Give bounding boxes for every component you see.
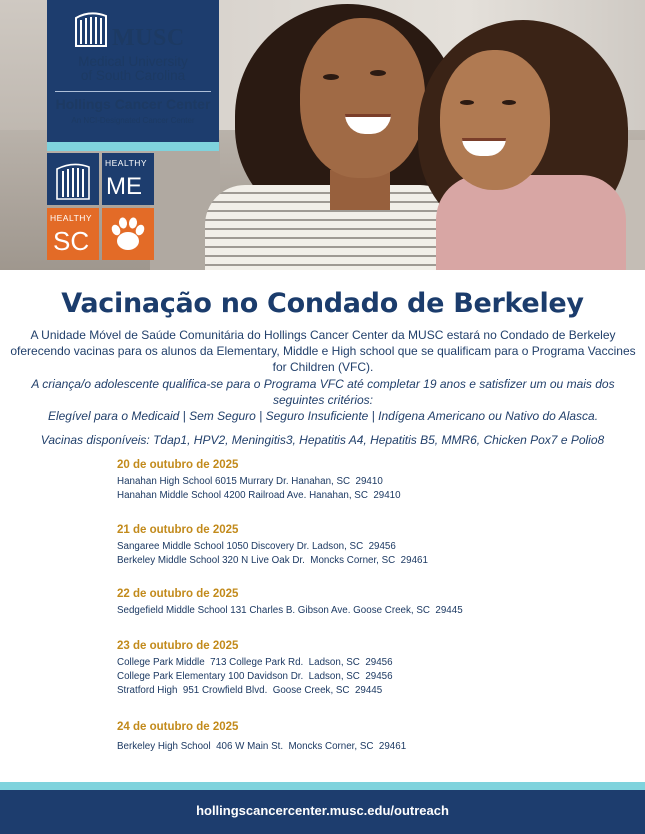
woman-eye [370, 70, 386, 76]
musc-building-icon [72, 6, 112, 48]
schedule-location: Hanahan Middle School 4200 Railroad Ave. Hanahan, SC 29410 [117, 490, 401, 501]
schedule-location: Sangaree Middle School 1050 Discovery Dr. Ladson, SC 29456 [117, 541, 396, 552]
logo-university-line1: Medical University [78, 54, 188, 69]
healthy-sc-tile [47, 208, 99, 260]
logo-divider [55, 91, 211, 92]
criteria-line-2: Elegível para o Medicaid | Sem Seguro | Seguro Insuficiente | Indígena Americano ou Nativo do Alasca. [47, 409, 599, 423]
paw-icon [102, 208, 154, 260]
girl-face [440, 50, 550, 190]
logo-accent-bar [47, 142, 219, 151]
healthy-me-tile [102, 153, 154, 205]
healthy-sc-small-label: HEALTHY [50, 213, 93, 223]
schedule-location: Berkeley Middle School 320 N Live Oak Dr. Moncks Corner, SC 29461 [117, 555, 428, 566]
musc-building-tile [47, 153, 99, 205]
girl-eye [502, 100, 516, 105]
healthy-me-small-label: HEALTHY [105, 158, 148, 168]
healthy-sc-big-label: SC [53, 226, 90, 256]
schedule-date: 21 de outubro de 2025 [117, 524, 239, 536]
woman-face [300, 18, 425, 178]
schedule-date: 23 de outubro de 2025 [117, 640, 239, 652]
logo-subtitle: An NCI-Designated Cancer Center [71, 116, 195, 125]
schedule-day [117, 459, 597, 503]
schedule-day [117, 588, 597, 618]
schedule-date: 22 de outubro de 2025 [117, 588, 239, 600]
schedule-day [117, 524, 597, 568]
clemson-paw-tile [102, 208, 154, 260]
schedule-day [117, 640, 597, 698]
footer-accent-band [0, 782, 645, 790]
schedule-date: 20 de outubro de 2025 [117, 459, 239, 471]
schedule-date: 24 de outubro de 2025 [117, 721, 239, 733]
building-icon [47, 153, 99, 205]
schedule-location: Sedgefield Middle School 131 Charles B. Gibson Ave. Goose Creek, SC 29445 [117, 605, 463, 616]
page-title: Vacinação no Condado de Berkeley [61, 288, 584, 319]
logo-wordmark: MUSC [112, 25, 185, 51]
schedule-location: College Park Middle 713 College Park Rd. Ladson, SC 29456 [117, 657, 393, 668]
criteria-line-1: A criança/o adolescente qualifica-se para o Programa VFC até completar 19 anos e satisfizer um ou mais dos seguintes critérios: [31, 377, 615, 407]
schedule-location: Hanahan High School 6015 Murrary Dr. Hanahan, SC 29410 [117, 476, 383, 487]
girl-eye [460, 100, 474, 105]
logo-center-name: Hollings Cancer Center [55, 96, 211, 112]
schedule-location: College Park Elementary 100 Davidson Dr. Ladson, SC 29456 [117, 671, 393, 682]
footer [0, 790, 645, 834]
healthy-me-big-label: ME [106, 173, 142, 200]
eligibility-criteria [7, 376, 639, 424]
woman-eye [323, 74, 339, 80]
logo-university-line2: of South Carolina [80, 68, 186, 83]
schedule-day [117, 721, 597, 754]
girl-shirt [436, 175, 626, 270]
schedule-location: Stratford High 951 Crowfield Blvd. Goose Creek, SC 29445 [117, 685, 383, 696]
outreach-url[interactable]: hollingscancercenter.musc.edu/outreach [196, 803, 449, 818]
available-vaccines: Vacinas disponíveis: Tdap1, HPV2, Meningitis3, Hepatitis A4, Hepatitis B5, MMR6, Chicken Pox7 e Polio8 [40, 433, 605, 447]
intro-paragraph: A Unidade Móvel de Saúde Comunitária do Hollings Cancer Center da MUSC estará no Condado de Berkeley oferecendo vacinas para os alunos da Elementary, Middle e High school que se qualificam para o Programa Vaccines for Children (VFC). [10, 328, 636, 374]
schedule-location: Berkeley High School 406 W Main St. Moncks Corner, SC 29461 [117, 741, 407, 752]
